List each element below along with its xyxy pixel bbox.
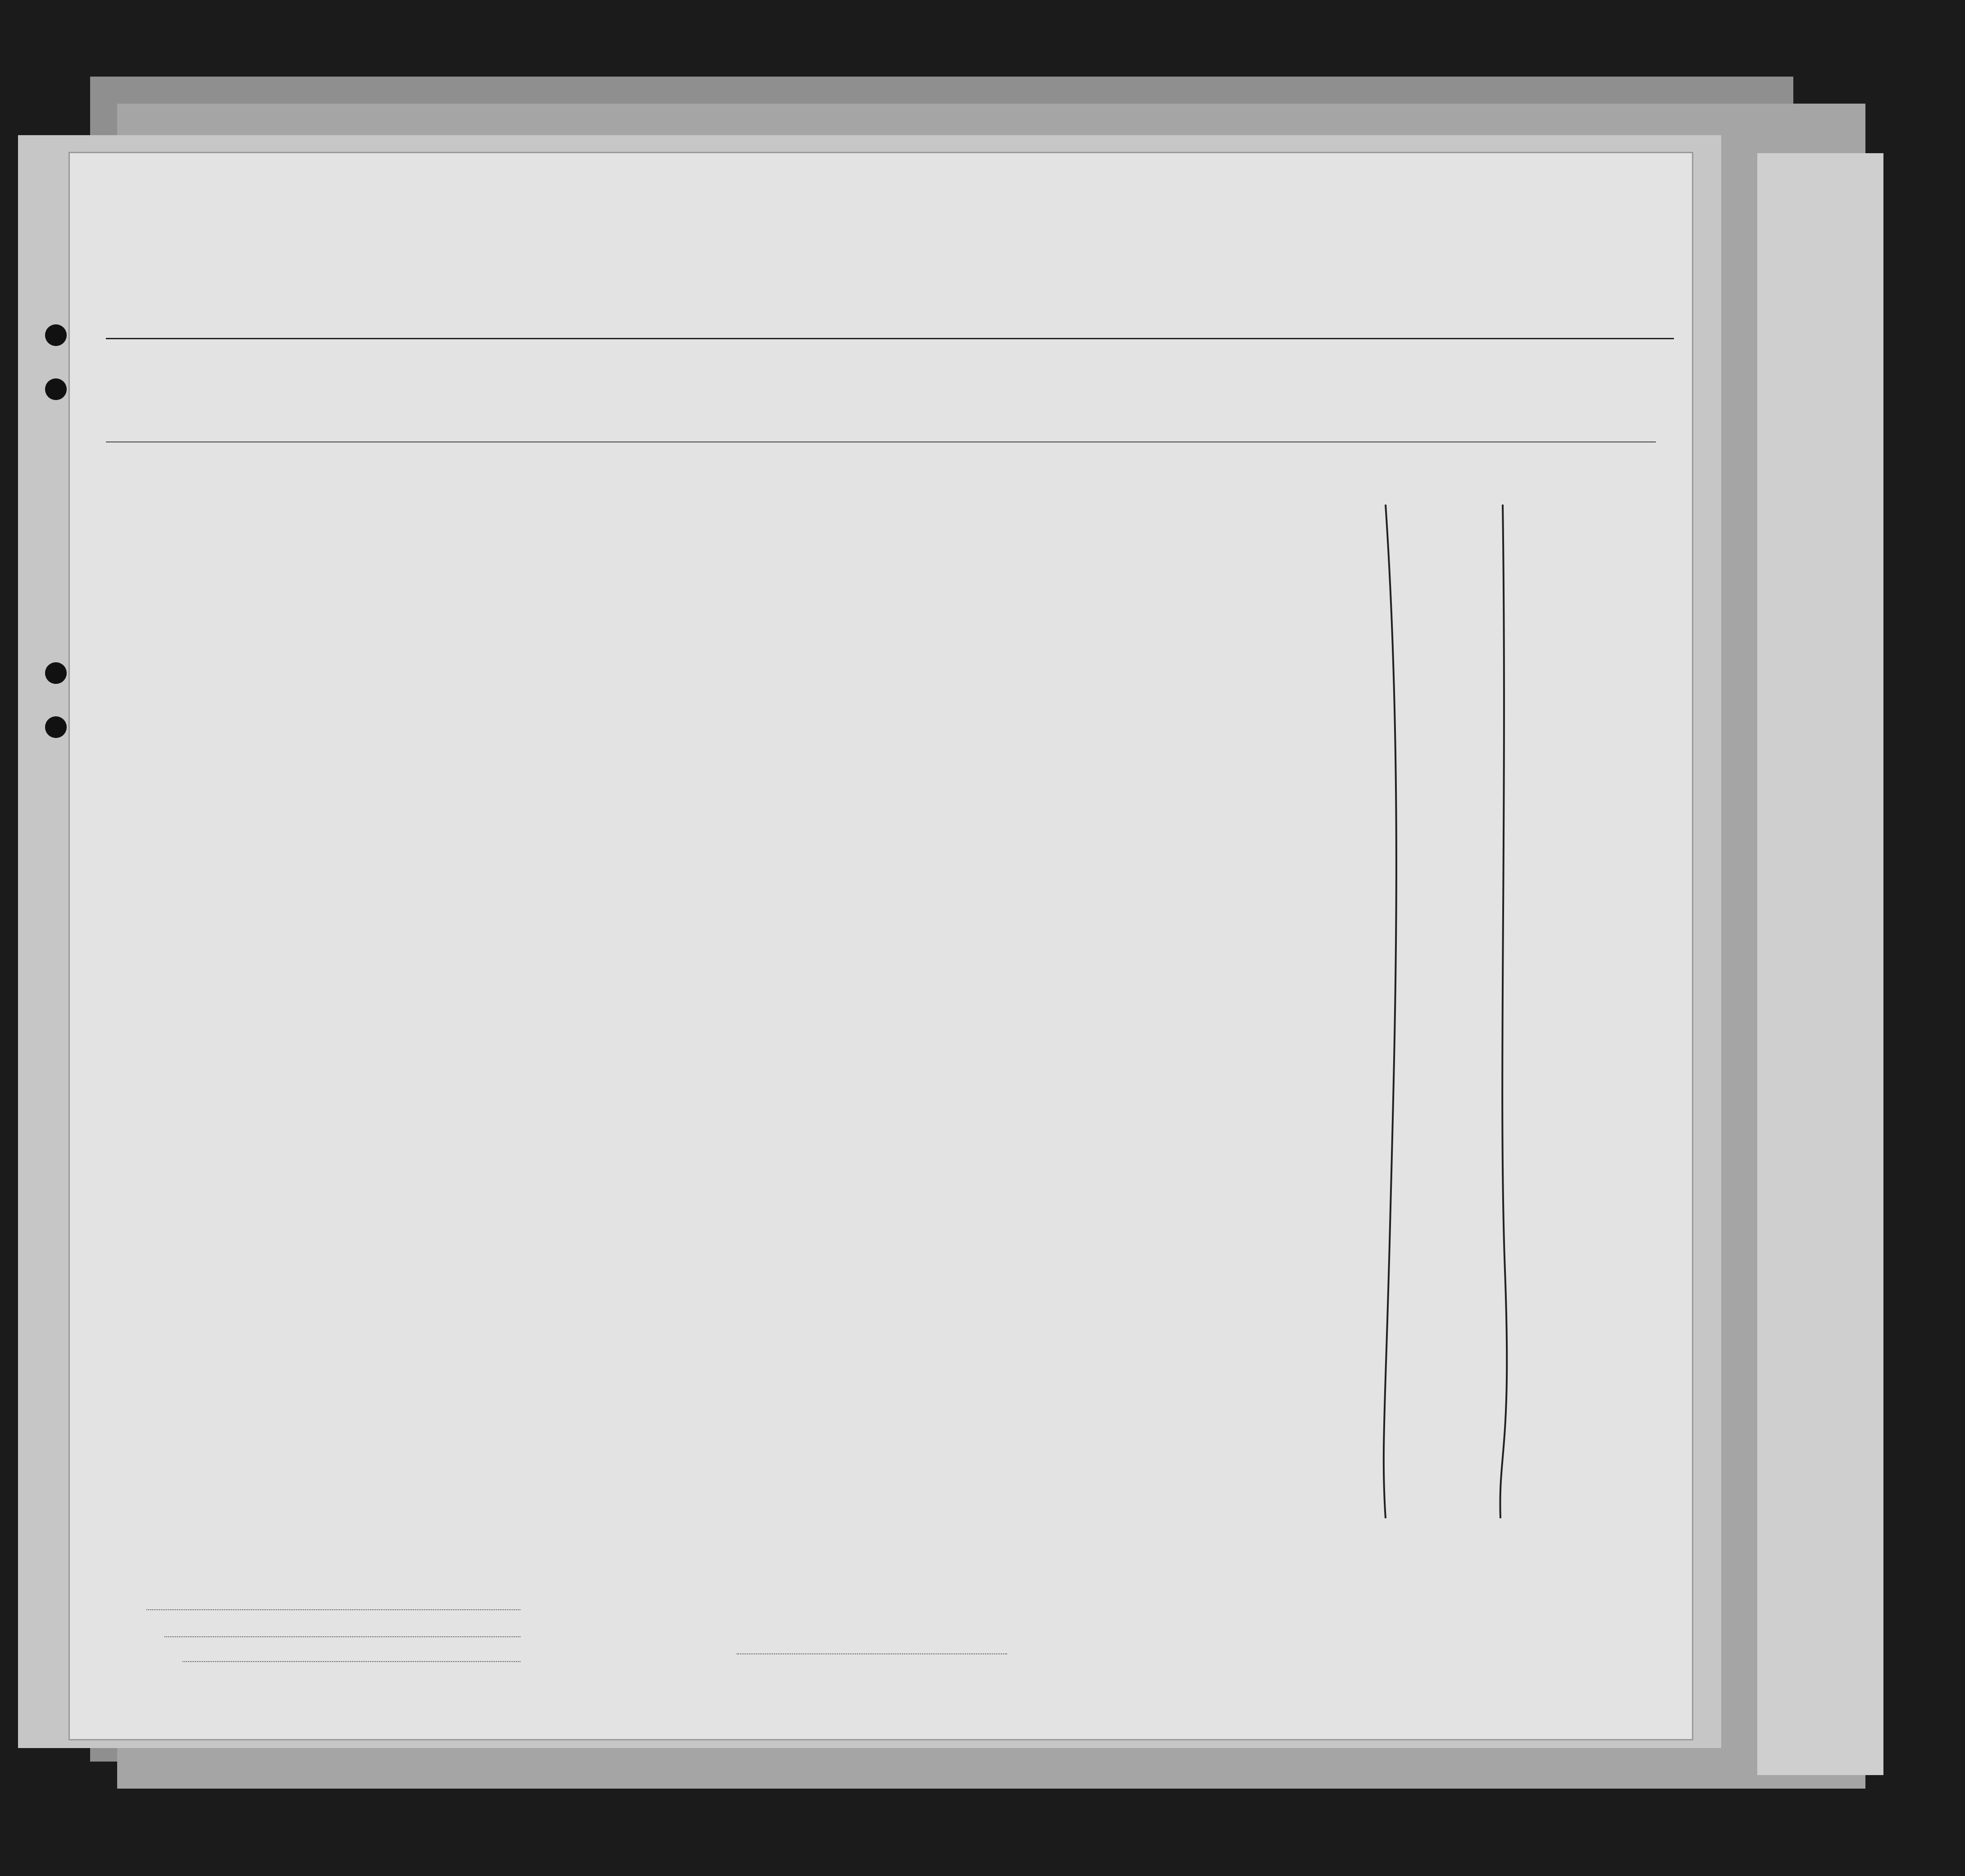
binder-hole	[45, 716, 67, 738]
owners-dotted	[164, 1636, 520, 1637]
back-sheet	[1757, 153, 1883, 1775]
manifest-sheet	[70, 153, 1692, 1739]
agents-dotted	[182, 1661, 520, 1662]
remarks-ditto-line	[1377, 505, 1521, 1523]
binder-hole	[45, 378, 67, 400]
line-dotted	[146, 1609, 520, 1610]
inspector-dotted	[737, 1653, 1007, 1654]
vessel-line	[106, 306, 1674, 338]
binder-hole	[45, 324, 67, 346]
binder-hole	[45, 662, 67, 684]
